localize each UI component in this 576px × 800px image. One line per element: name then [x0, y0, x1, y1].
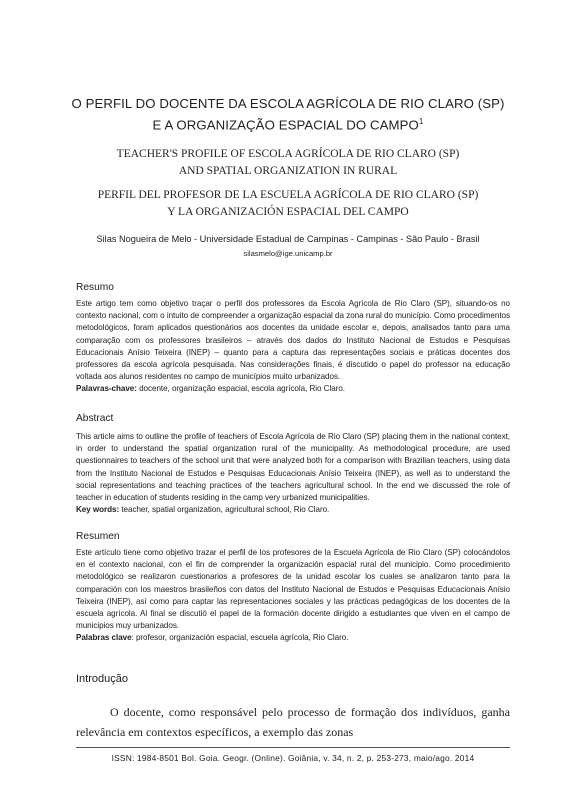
abstract-keywords-label: Key words:: [76, 505, 120, 515]
introduction-paragraph: O docente, como responsável pelo processo de formação dos indivíduos, ganha relevância em contextos específicos, a exemplo das zonas: [76, 705, 510, 739]
title-en-line1: TEACHER'S PROFILE OF ESCOLA AGRÍCOLA DE RIO CLARO (SP): [116, 148, 460, 160]
introduction-heading: Introdução: [76, 673, 128, 685]
journal-footer: ISSN: 1984-8501 Bol. Goia. Geogr. (Online). Goiânia, v. 34, n. 2, p. 253-273, maio/ago. 2014: [111, 753, 475, 763]
title-english: [60, 146, 516, 180]
resumen-keywords: : profesor, organización espacial, escuela agrícola, Rio Claro.: [131, 633, 349, 643]
title-spanish: [60, 187, 516, 221]
resumen-heading: Resumen: [76, 531, 120, 542]
abstract-text: This article aims to outline the profile of teachers of Escola Agrícola de Rio Claro (SP) placing them in the national context, in order to understand the spatial organization rural of the municipality. As methodological procedure, are used questionnaires to teachers of the school unit that were analyzed both for a comparison with Brazilian teachers, using data from the Instituto Nacional de Estudos e Pesquisas Educacionais Anísio Teixeira (INEP), as well as to understand the social representations and teaching practices of the teachers agricultural school. In the end we discussed the role of teacher in education of students residing in the camp very urbanized municipalities.: [76, 432, 510, 503]
title-es-line1: PERFIL DEL PROFESOR DE LA ESCUELA AGRÍCOLA DE RIO CLARO (SP): [97, 189, 479, 201]
abstract-body: [76, 431, 510, 516]
author-email[interactable]: silasmelo@ige.unicamp.br: [243, 249, 333, 258]
resumen-text: Este artículo tiene como objetivo trazar el perfil de los profesores de la Escuela Agrícola de Rio Claro (SP) colocándolos en el contexto nacional, con el fin de comprender la organización espacial rural del municipio. Como procedimiento metodológico se realizaron cuestionarios a profesores de la unidad escolar los cuales se analizaron tanto para la comparación con los maestros brasileños con datos del Instituto Nacional de Estudos e Pesquisas Educacionais Anísio Teixeira (INEP), así como para captar las representaciones sociales y las prácticas pedagógicas de los docentes de la escuela agrícola. Al final se discutió el papel de la formación docente dirigido a estudiantes que viven en el campo de municipios muy urbanizados.: [76, 548, 510, 631]
footnote-mark[interactable]: 1: [418, 117, 424, 126]
author-affiliation: Silas Nogueira de Melo - Universidade Estadual de Campinas - Campinas - São Paulo - Brasil: [96, 234, 480, 244]
resumo-keywords: docente, organização espacial, escola agrícola, Rio Claro.: [139, 384, 345, 394]
abstract-keywords: teacher, spatial organization, agricultural school, Rio Claro.: [121, 505, 330, 515]
title-en-line2: AND SPATIAL ORGANIZATION IN RURAL: [178, 165, 398, 177]
title-pt-line2: [60, 113, 516, 134]
resumo-body: [76, 298, 510, 396]
title-portuguese: [60, 95, 516, 134]
resumen-body: [76, 547, 510, 645]
resumo-text: Este artigo tem como objetivo traçar o perfil dos professores da Escola Agrícola de Rio Claro (SP), situando-os no contexto nacional, com o intuito de compreender a organização espacial da zona rural do município. Como procedimentos metodológicos, foram aplicados questionários aos docentes da unidade escolar e, depois, analisados tanto para uma comparação com os professores brasileiros – através dos dados do Instituto Nacional de Estudos e Pesquisas Educacionais Anísio Teixeira (INEP) – quanto para a captura das representações sociais e práticas docentes dos professores da escola agrícola pesquisada. Nas considerações finais, é discutido o papel do professor na educação voltada aos alunos residentes no campo de municípios muito urbanizados.: [76, 299, 510, 382]
title-es-line2: Y LA ORGANIZACIÓN ESPACIAL DEL CAMPO: [167, 206, 409, 218]
title-pt-line2-text: E A ORGANIZAÇÃO ESPACIAL DO CAMPO: [152, 117, 419, 133]
resumo-keywords-label: Palavras-chave:: [76, 384, 137, 394]
resumo-heading: Resumo: [76, 282, 114, 293]
title-pt-line1: O PERFIL DO DOCENTE DA ESCOLA AGRÍCOLA DE RIO CLARO (SP): [71, 96, 505, 111]
resumen-keywords-label: Palabras clave: [76, 633, 132, 643]
abstract-heading: Abstract: [76, 413, 114, 424]
footer-divider: [76, 747, 510, 748]
